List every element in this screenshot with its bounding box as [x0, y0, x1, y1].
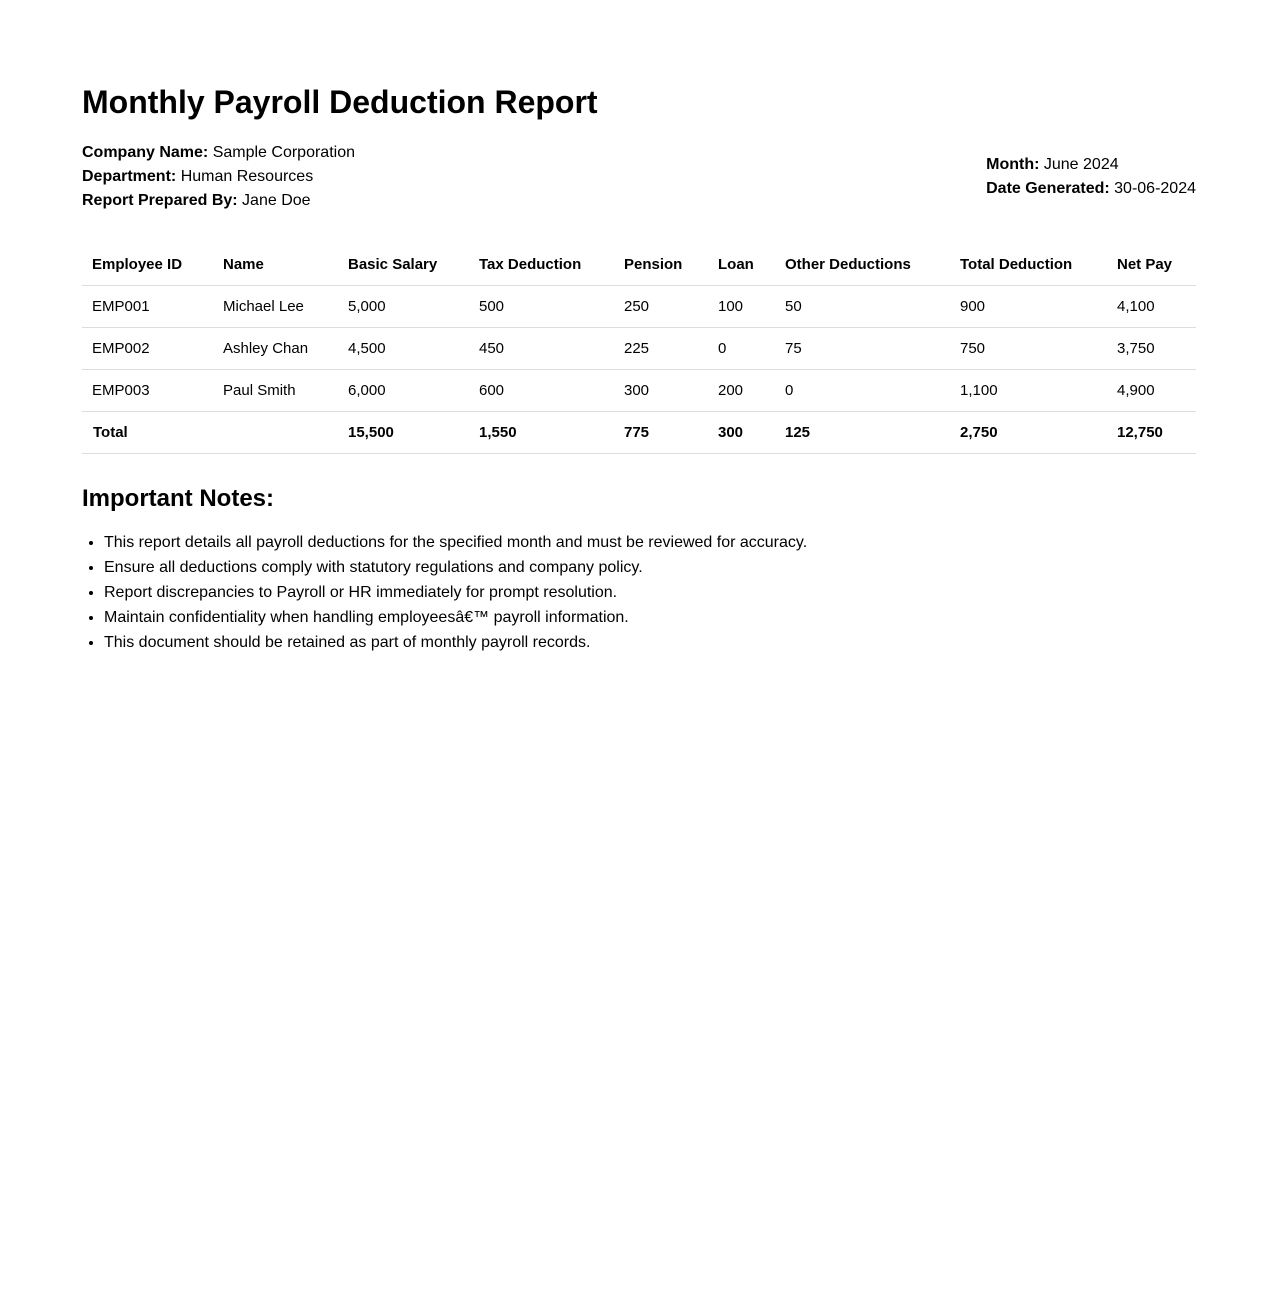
header-name: Name	[213, 244, 338, 286]
total-loan: 300	[708, 412, 775, 454]
cell-loan: 100	[708, 286, 775, 328]
cell-pension: 300	[614, 370, 708, 412]
table-row	[82, 286, 1196, 328]
cell-other-deductions: 75	[775, 328, 950, 370]
notes-heading: Important Notes:	[82, 485, 274, 512]
table-total-row	[82, 412, 1196, 454]
table-header-row	[82, 244, 1196, 286]
cell-other-deductions: 0	[775, 370, 950, 412]
table-row	[82, 370, 1196, 412]
report-meta-left	[82, 141, 355, 213]
header-loan: Loan	[708, 244, 775, 286]
cell-total-deduction: 750	[950, 328, 1107, 370]
prepared-by-label: Report Prepared By:	[82, 192, 238, 209]
report-meta-right	[986, 153, 1196, 201]
month-label: Month:	[986, 156, 1040, 173]
total-pension: 775	[614, 412, 708, 454]
cell-total-deduction: 1,100	[950, 370, 1107, 412]
department-line	[82, 165, 355, 189]
note-item: • Ensure all deductions comply with statutory regulations and company policy.	[104, 555, 807, 580]
total-net-pay: 12,750	[1107, 412, 1196, 454]
cell-name: Ashley Chan	[213, 328, 338, 370]
page-title: Monthly Payroll Deduction Report	[82, 84, 598, 120]
company-name-line	[82, 141, 355, 165]
header-total-deduction: Total Deduction	[950, 244, 1107, 286]
cell-loan: 200	[708, 370, 775, 412]
department-value: Human Resources	[180, 168, 314, 185]
payroll-table	[82, 244, 1196, 454]
total-total-deduction: 2,750	[950, 412, 1107, 454]
month-value: June 2024	[1043, 156, 1119, 173]
cell-net-pay: 4,900	[1107, 370, 1196, 412]
header-tax-deduction: Tax Deduction	[469, 244, 614, 286]
prepared-by-value: Jane Doe	[242, 192, 311, 209]
cell-basic-salary: 4,500	[338, 328, 469, 370]
cell-name: Michael Lee	[213, 286, 338, 328]
department-label: Department:	[82, 168, 177, 185]
cell-basic-salary: 6,000	[338, 370, 469, 412]
header-net-pay: Net Pay	[1107, 244, 1196, 286]
cell-net-pay: 4,100	[1107, 286, 1196, 328]
date-generated-label: Date Generated:	[986, 180, 1110, 197]
total-other-deductions: 125	[775, 412, 950, 454]
cell-basic-salary: 5,000	[338, 286, 469, 328]
header-employee-id: Employee ID	[82, 244, 213, 286]
company-name-value: Sample Corporation	[212, 144, 355, 161]
note-item: • This report details all payroll deductions for the specified month and must be reviewed for accuracy.	[104, 530, 807, 555]
company-name-label: Company Name:	[82, 144, 209, 161]
header-basic-salary: Basic Salary	[338, 244, 469, 286]
header-pension: Pension	[614, 244, 708, 286]
date-generated-line	[986, 177, 1196, 201]
prepared-by-line	[82, 189, 355, 213]
cell-employee-id: EMP003	[82, 370, 213, 412]
cell-name: Paul Smith	[213, 370, 338, 412]
cell-total-deduction: 900	[950, 286, 1107, 328]
cell-pension: 250	[614, 286, 708, 328]
note-item: • Report discrepancies to Payroll or HR immediately for prompt resolution.	[104, 580, 807, 605]
note-item: • Maintain confidentiality when handling employeesâ€™ payroll information.	[104, 605, 807, 630]
header-other-deductions: Other Deductions	[775, 244, 950, 286]
cell-employee-id: EMP001	[82, 286, 213, 328]
cell-net-pay: 3,750	[1107, 328, 1196, 370]
cell-employee-id: EMP002	[82, 328, 213, 370]
cell-pension: 225	[614, 328, 708, 370]
month-line	[986, 153, 1196, 177]
total-name-blank	[213, 412, 338, 454]
total-basic-salary: 15,500	[338, 412, 469, 454]
notes-list	[82, 530, 807, 655]
cell-tax-deduction: 450	[469, 328, 614, 370]
table-row	[82, 328, 1196, 370]
cell-tax-deduction: 600	[469, 370, 614, 412]
date-generated-value: 30-06-2024	[1114, 180, 1196, 197]
note-item: • This document should be retained as part of monthly payroll records.	[104, 630, 807, 655]
cell-other-deductions: 50	[775, 286, 950, 328]
total-tax-deduction: 1,550	[469, 412, 614, 454]
cell-loan: 0	[708, 328, 775, 370]
total-label: Total	[82, 412, 213, 454]
cell-tax-deduction: 500	[469, 286, 614, 328]
